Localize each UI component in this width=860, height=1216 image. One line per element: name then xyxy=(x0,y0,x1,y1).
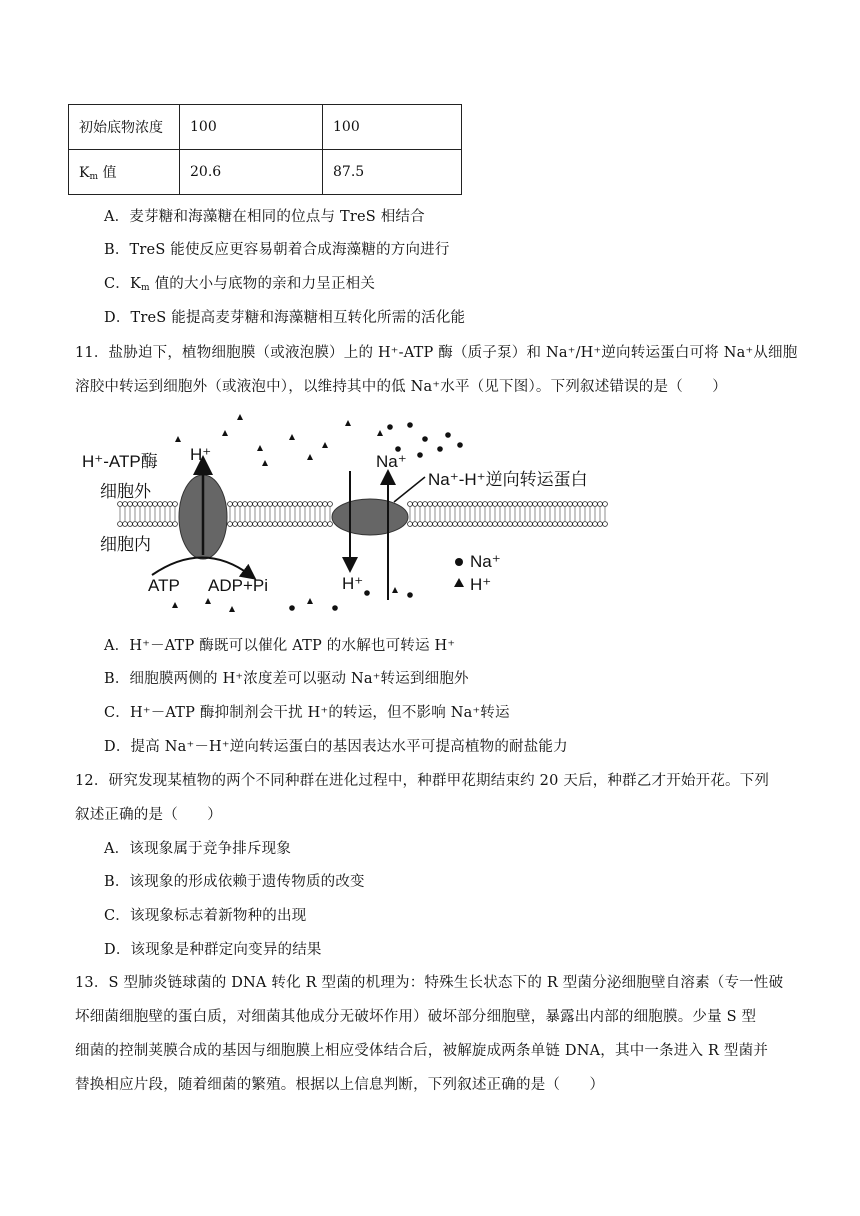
h-ion-marker xyxy=(307,454,313,460)
table-row xyxy=(69,105,462,150)
na-ion-marker xyxy=(387,424,393,430)
h-ion-marker xyxy=(172,602,178,608)
h-ion-marker xyxy=(205,598,211,604)
km-symbol: K xyxy=(79,165,90,181)
q11-option-c: C．H⁺－ATP 酶抑制剂会干扰 H⁺的转运，但不影响 Na⁺转运 xyxy=(104,705,510,721)
q11-option-a: A．H⁺－ATP 酶既可以催化 ATP 的水解也可转运 H⁺ xyxy=(104,638,456,654)
km-tail: 值 xyxy=(98,165,117,181)
na-ion-marker xyxy=(457,442,463,448)
q13-stem-line3: 细菌的控制荚膜合成的基因与细胞膜上相应受体结合后，被解旋成两条单链 DNA，其中一条进入 R 型菌并 xyxy=(75,1043,769,1059)
table-cell: 100 xyxy=(180,105,323,150)
q10-option-a: A．麦芽糖和海藻糖在相同的位点与 TreS 相结合 xyxy=(104,209,425,225)
atp-label: ATP xyxy=(148,576,180,595)
option-c-text: 值的大小与底物的亲和力呈正相关 xyxy=(149,276,376,292)
pump-label: H⁺-ATP酶 xyxy=(82,452,158,471)
legend-na-marker xyxy=(455,558,463,566)
q12-option-d: D．该现象是种群定向变异的结果 xyxy=(104,942,322,958)
table-cell: 100 xyxy=(323,105,462,150)
h-ion-marker xyxy=(222,430,228,436)
pump-ion-label: H⁺ xyxy=(190,445,212,464)
q11-option-b: B．细胞膜两侧的 H⁺浓度差可以驱动 Na⁺转运到细胞外 xyxy=(104,671,469,687)
atp-hydrolysis-arrow xyxy=(152,558,250,576)
na-ion-marker xyxy=(422,436,428,442)
antiporter-label-leader xyxy=(394,477,425,502)
h-bottom-label: H⁺ xyxy=(342,574,364,593)
option-c-prefix: C．K xyxy=(104,276,142,292)
q12-option-c: C．该现象标志着新物种的出现 xyxy=(104,908,307,924)
q13-stem-line2: 坏细菌细胞壁的蛋白质，对细菌其他成分无破坏作用）破坏部分细胞壁，暴露出内部的细胞膜。少量 S 型 xyxy=(75,1009,757,1025)
legend-h-label: H⁺ xyxy=(470,575,492,594)
h-ion-marker xyxy=(345,420,351,426)
na-ion-marker xyxy=(332,605,338,611)
q11-option-d: D．提高 Na⁺－H⁺逆向转运蛋白的基因表达水平可提高植物的耐盐能力 xyxy=(104,739,568,755)
na-top-label: Na⁺ xyxy=(376,452,407,471)
na-ion-marker xyxy=(417,452,423,458)
table-cell xyxy=(69,150,180,195)
option-c-subscript: m xyxy=(141,283,150,293)
table-row xyxy=(69,150,462,195)
legend-h-marker xyxy=(454,578,464,587)
h-ion-marker xyxy=(257,445,263,451)
table-cell: 20.6 xyxy=(180,150,323,195)
q13-stem-line4: 替换相应片段，随着细菌的繁殖。根据以上信息判断，下列叙述正确的是（ ） xyxy=(75,1077,605,1093)
h-ion-marker xyxy=(262,460,268,466)
na-ion-marker xyxy=(407,422,413,428)
membrane-transport-figure xyxy=(80,405,640,620)
h-ion-marker xyxy=(392,587,398,593)
q12-option-b: B．该现象的形成依赖于遗传物质的改变 xyxy=(104,874,365,890)
h-ion-marker xyxy=(289,434,295,440)
q12-stem-line1: 12．研究发现某植物的两个不同种群在进化过程中，种群甲花期结束约 20 天后，种群乙才开始开花。下列 xyxy=(75,773,770,789)
legend-na-label: Na⁺ xyxy=(470,552,501,571)
na-ion-marker xyxy=(437,446,443,452)
q11-stem-line1: 11．盐胁迫下，植物细胞膜（或液泡膜）上的 H⁺-ATP 酶（质子泵）和 Na⁺/H⁺逆向转运蛋白可将 Na⁺从细胞 xyxy=(75,345,798,361)
h-ion-marker xyxy=(322,442,328,448)
na-ion-marker xyxy=(364,590,370,596)
h-ion-marker xyxy=(237,414,243,420)
na-h-antiporter xyxy=(332,499,408,535)
adp-label: ADP+Pi xyxy=(208,576,268,595)
h-ion-marker xyxy=(229,606,235,612)
q10-option-b: B．TreS 能使反应更容易朝着合成海藻糖的方向进行 xyxy=(104,242,450,258)
na-ion-marker xyxy=(445,432,451,438)
inside-label: 细胞内 xyxy=(100,535,151,554)
table-cell: 87.5 xyxy=(323,150,462,195)
antiporter-label: Na⁺-H⁺逆向转运蛋白 xyxy=(428,470,588,489)
q10-option-d: D．TreS 能提高麦芽糖和海藻糖相互转化所需的活化能 xyxy=(104,310,466,326)
q10-option-c xyxy=(104,272,375,293)
q11-stem-line2: 溶胶中转运到细胞外（或液泡中），以维持其中的低 Na⁺水平（见下图）。下列叙述错误的是（ ） xyxy=(75,379,727,395)
h-ion-marker xyxy=(175,436,181,442)
na-ion-marker xyxy=(395,446,401,452)
na-ion-marker xyxy=(407,592,413,598)
km-table xyxy=(68,104,462,195)
na-ion-marker xyxy=(289,605,295,611)
outside-label: 细胞外 xyxy=(100,482,151,501)
q12-stem-line2: 叙述正确的是（ ） xyxy=(75,807,222,823)
q12-option-a: A．该现象属于竞争排斥现象 xyxy=(104,841,292,857)
h-ion-marker xyxy=(377,430,383,436)
h-ion-marker xyxy=(307,598,313,604)
q13-stem-line1: 13．S 型肺炎链球菌的 DNA 转化 R 型菌的机理为：特殊生长状态下的 R 型菌分泌细胞壁自溶素（专一性破 xyxy=(75,975,784,991)
table-cell: 初始底物浓度 xyxy=(69,105,180,150)
km-subscript: m xyxy=(89,172,99,182)
